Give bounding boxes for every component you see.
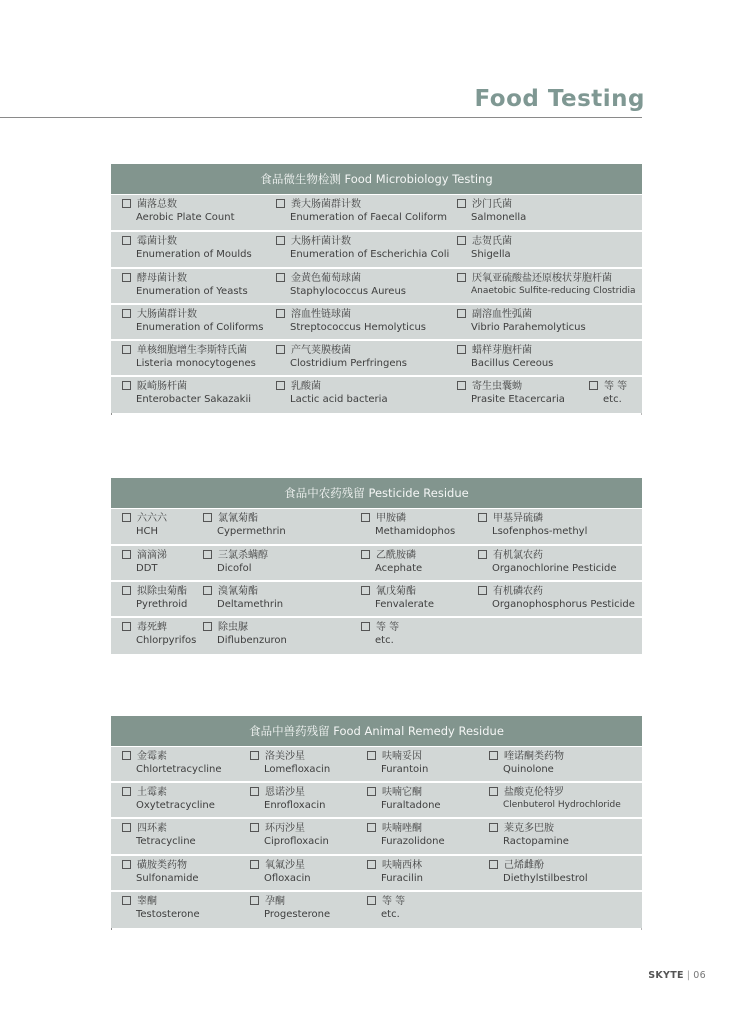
test-item: 大肠杆菌计数 Enumeration of Escherichia Coli	[276, 235, 449, 261]
brand-name: SKYTE	[648, 970, 684, 981]
title-divider	[0, 117, 642, 118]
checkbox-icon	[122, 273, 131, 282]
checkbox-icon	[478, 513, 487, 522]
section-title: 食品中农药残留 Pesticide Residue	[111, 478, 642, 509]
test-item: 莱克多巴胺 Ractopamine	[489, 822, 569, 848]
checkbox-icon	[457, 381, 466, 390]
test-item: 洛美沙星 Lomefloxacin	[250, 750, 330, 776]
checkbox-icon	[276, 309, 285, 318]
test-item: 志贺氏菌 Shigella	[457, 235, 512, 261]
footer-separator: |	[686, 970, 691, 981]
checkbox-icon	[122, 309, 131, 318]
test-item: 菌落总数 Aerobic Plate Count	[122, 198, 235, 224]
test-item: 磺胺类药物 Sulfonamide	[122, 859, 199, 885]
checkbox-icon	[122, 236, 131, 245]
checkbox-icon	[457, 273, 466, 282]
table-row	[111, 582, 642, 618]
checkbox-icon	[250, 860, 259, 869]
checkbox-icon	[203, 550, 212, 559]
test-item: 金黄色葡萄球菌 Staphylococcus Aureus	[276, 272, 406, 298]
test-item: 己烯雌酚 Diethylstilbestrol	[489, 859, 588, 885]
checkbox-icon	[361, 622, 370, 631]
table-row	[111, 195, 642, 232]
checkbox-icon	[457, 309, 466, 318]
test-item: 呋喃西林 Furacilin	[367, 859, 423, 885]
test-item: 孕酮 Progesterone	[250, 895, 330, 921]
checkbox-icon	[122, 345, 131, 354]
test-item: 等 等 etc.	[367, 895, 405, 921]
table-row	[111, 747, 642, 783]
test-item: 副溶血性弧菌 Vibrio Parahemolyticus	[457, 308, 586, 334]
test-item: 氧氟沙星 Ofloxacin	[250, 859, 311, 885]
checkbox-icon	[122, 586, 131, 595]
test-item: 沙门氏菌 Salmonella	[457, 198, 526, 224]
checkbox-icon	[457, 199, 466, 208]
test-item: 产气荚膜梭菌 Clostridium Perfringens	[276, 344, 407, 370]
test-item: 甲基异硫磷 Lsofenphos-methyl	[478, 512, 587, 538]
test-item: 除虫脲 Diflubenzuron	[203, 621, 287, 647]
test-item: 寄生虫囊蚴 Prasite Etacercaria	[457, 380, 565, 406]
checkbox-icon	[122, 751, 131, 760]
table-row	[111, 856, 642, 892]
test-item: 有机磷农药 Organophosphorus Pesticide	[478, 585, 635, 611]
test-item: 氰戊菊酯 Fenvalerate	[361, 585, 434, 611]
checkbox-icon	[457, 345, 466, 354]
test-item: 环丙沙星 Ciprofloxacin	[250, 822, 329, 848]
section-title: 食品中兽药残留 Food Animal Remedy Residue	[111, 716, 642, 747]
test-item: 呋喃妥因 Furantoin	[367, 750, 428, 776]
checkbox-icon	[489, 787, 498, 796]
page-number: 06	[693, 970, 706, 981]
checkbox-icon	[367, 896, 376, 905]
checkbox-icon	[367, 860, 376, 869]
checkbox-icon	[457, 236, 466, 245]
checkbox-icon	[489, 751, 498, 760]
test-item: 乙酰胺磷 Acephate	[361, 549, 422, 575]
checkbox-icon	[203, 586, 212, 595]
test-item: 盐酸克伦特罗 Clenbuterol Hydrochloride	[489, 786, 621, 812]
table-row	[111, 783, 642, 819]
test-item: 三氯杀螨醇 Dicofol	[203, 549, 268, 575]
checkbox-icon	[276, 236, 285, 245]
checkbox-icon	[361, 586, 370, 595]
checkbox-icon	[122, 622, 131, 631]
test-item: 单核细胞增生李斯特氏菌 Listeria monocytogenes	[122, 344, 256, 370]
checkbox-icon	[250, 823, 259, 832]
table-row	[111, 377, 642, 413]
test-item: 霉菌计数 Enumeration of Moulds	[122, 235, 252, 261]
checkbox-icon	[367, 751, 376, 760]
test-item: 乳酸菌 Lactic acid bacteria	[276, 380, 388, 406]
test-item: 土霉素 Oxytetracycline	[122, 786, 215, 812]
checkbox-icon	[361, 513, 370, 522]
checkbox-icon	[478, 586, 487, 595]
test-item: 蜡样芽胞杆菌 Bacillus Cereous	[457, 344, 553, 370]
page-footer	[648, 970, 706, 981]
page-title: Food Testing	[474, 86, 645, 112]
checkbox-icon	[122, 199, 131, 208]
test-item: 拟除虫菊酯 Pyrethroid	[122, 585, 187, 611]
test-item: 金霉素 Chlortetracycline	[122, 750, 222, 776]
table-row	[111, 269, 642, 305]
checkbox-icon	[276, 273, 285, 282]
checkbox-icon	[276, 345, 285, 354]
table-row	[111, 819, 642, 856]
checkbox-icon	[367, 787, 376, 796]
test-item: 等 等 etc.	[589, 380, 627, 406]
table-row	[111, 305, 642, 341]
test-item: 六六六 HCH	[122, 512, 167, 538]
test-item: 喹诺酮类药物 Quinolone	[489, 750, 564, 776]
test-item: 粪大肠菌群计数 Enumeration of Faecal Coliform	[276, 198, 447, 224]
checkbox-icon	[203, 622, 212, 631]
test-item: 酵母菌计数 Enumeration of Yeasts	[122, 272, 248, 298]
test-item: 甲胺磷 Methamidophos	[361, 512, 455, 538]
microbiology-table	[111, 164, 642, 413]
checkbox-icon	[276, 381, 285, 390]
test-item: 等 等 etc.	[361, 621, 399, 647]
table-row	[111, 618, 642, 654]
test-item: 四环素 Tetracycline	[122, 822, 196, 848]
test-item: 氯氰菊酯 Cypermethrin	[203, 512, 286, 538]
checkbox-icon	[250, 787, 259, 796]
checkbox-icon	[367, 823, 376, 832]
checkbox-icon	[122, 550, 131, 559]
checkbox-icon	[589, 381, 598, 390]
checkbox-icon	[489, 823, 498, 832]
test-item: 大肠菌群计数 Enumeration of Coliforms	[122, 308, 263, 334]
checkbox-icon	[250, 751, 259, 760]
test-item: 溴氰菊酯 Deltamethrin	[203, 585, 283, 611]
checkbox-icon	[478, 550, 487, 559]
checkbox-icon	[122, 381, 131, 390]
test-item: 厌氧亚硫酸盐还原梭状芽胞杆菌 Anaetobic Sulfite-reducing Clostridia	[457, 272, 636, 298]
animal-remedy-table	[111, 716, 642, 928]
table-row	[111, 509, 642, 546]
checkbox-icon	[203, 513, 212, 522]
section-title: 食品微生物检测 Food Microbiology Testing	[111, 164, 642, 195]
test-item: 睾酮 Testosterone	[122, 895, 200, 921]
test-item: 毒死蜱 Chlorpyrifos	[122, 621, 196, 647]
checkbox-icon	[250, 896, 259, 905]
pesticide-table	[111, 478, 642, 654]
test-item: 呋喃它酮 Furaltadone	[367, 786, 441, 812]
checkbox-icon	[361, 550, 370, 559]
table-row	[111, 341, 642, 377]
checkbox-icon	[122, 896, 131, 905]
table-row	[111, 232, 642, 269]
checkbox-icon	[122, 823, 131, 832]
checkbox-icon	[122, 860, 131, 869]
test-item: 滴滴涕 DDT	[122, 549, 167, 575]
test-item: 溶血性链球菌 Streptococcus Hemolyticus	[276, 308, 426, 334]
checkbox-icon	[122, 513, 131, 522]
test-item: 恩诺沙星 Enrofloxacin	[250, 786, 325, 812]
test-item: 呋喃唑酮 Furazolidone	[367, 822, 445, 848]
test-item: 阪崎肠杆菌 Enterobacter Sakazakii	[122, 380, 251, 406]
checkbox-icon	[122, 787, 131, 796]
test-item: 有机氯农药 Organochlorine Pesticide	[478, 549, 617, 575]
table-row	[111, 892, 642, 928]
checkbox-icon	[276, 199, 285, 208]
table-row	[111, 546, 642, 582]
checkbox-icon	[489, 860, 498, 869]
